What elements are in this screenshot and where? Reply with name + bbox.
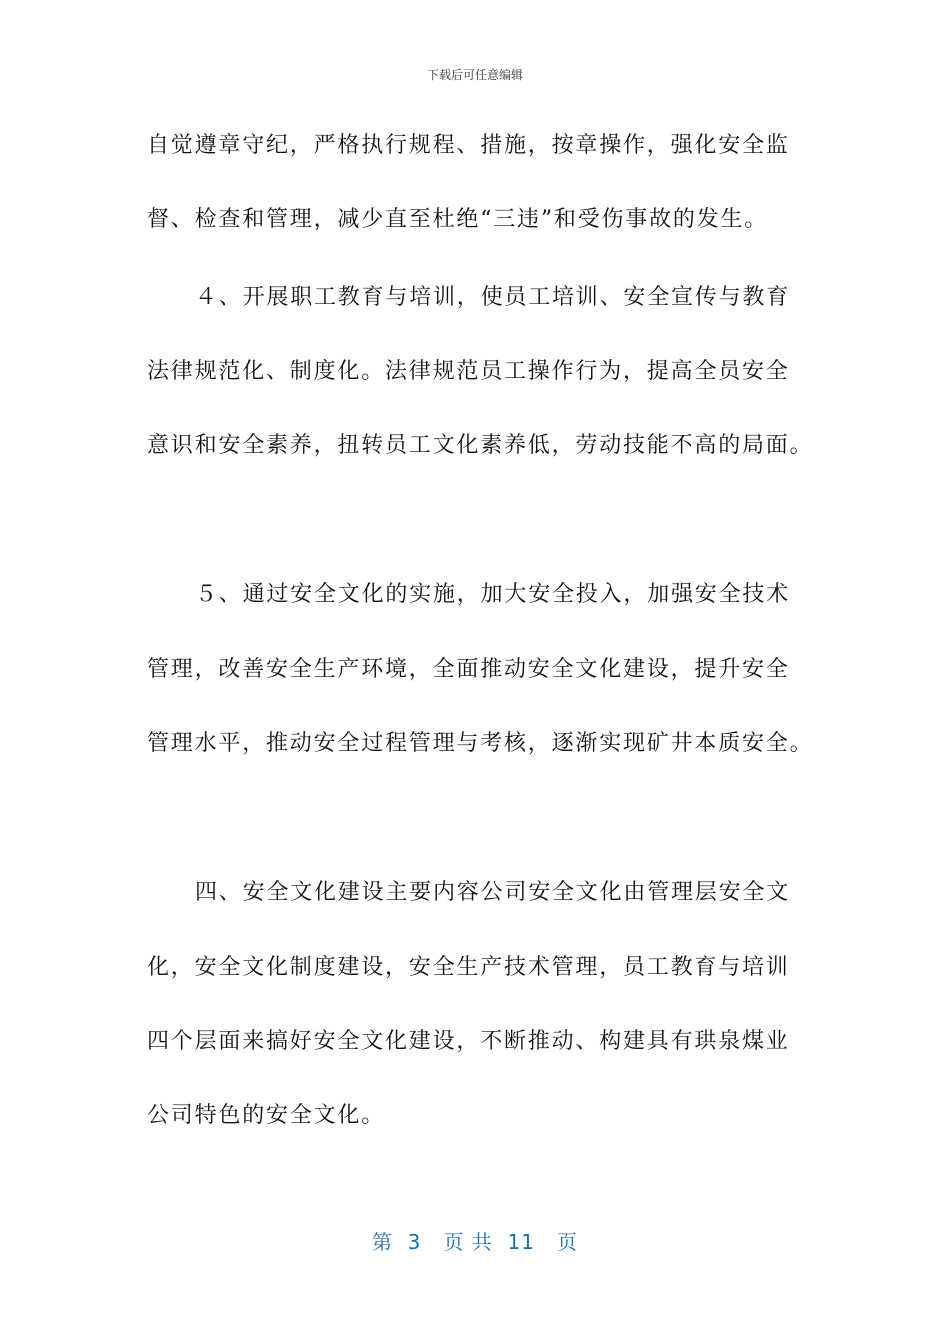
paragraph-line: 法律规范化、制度化。法律规范员工操作行为，提高全员安全 bbox=[147, 359, 790, 384]
page-number-footer: 第 3 页 共 11 页 bbox=[371, 1230, 579, 1254]
paragraph-line: 管理水平，推动安全过程管理与考核，逐渐实现矿井本质安全。 bbox=[147, 731, 814, 756]
paragraph-line: 督、检查和管理，减少直至杜绝“三违”和受伤事故的发生。 bbox=[147, 207, 769, 232]
paragraph-line: ５、通过安全文化的实施，加大安全投入，加强安全技术 bbox=[195, 582, 791, 607]
page-header: 下载后可任意编辑 bbox=[426, 68, 523, 82]
paragraph-line: 公司特色的安全文化。 bbox=[147, 1103, 386, 1128]
paragraph-line: ４、开展职工教育与培训，使员工培训、安全宣传与教育 bbox=[195, 285, 791, 310]
paragraph-line: 意识和安全素养，扭转员工文化素养低，劳动技能不高的局面。 bbox=[147, 433, 814, 458]
paragraph-line: 管理，改善安全生产环境，全面推动安全文化建设，提升安全 bbox=[147, 657, 790, 682]
paragraph-line: 化，安全文化制度建设，安全生产技术管理，员工教育与培训 bbox=[147, 955, 790, 980]
paragraph-line: 四、安全文化建设主要内容公司安全文化由管理层安全文 bbox=[195, 880, 791, 905]
paragraph-line: 四个层面来搞好安全文化建设，不断推动、构建具有珙泉煤业 bbox=[147, 1029, 790, 1054]
paragraph-line: 自觉遵章守纪，严格执行规程、措施，按章操作，强化安全监 bbox=[147, 133, 790, 158]
